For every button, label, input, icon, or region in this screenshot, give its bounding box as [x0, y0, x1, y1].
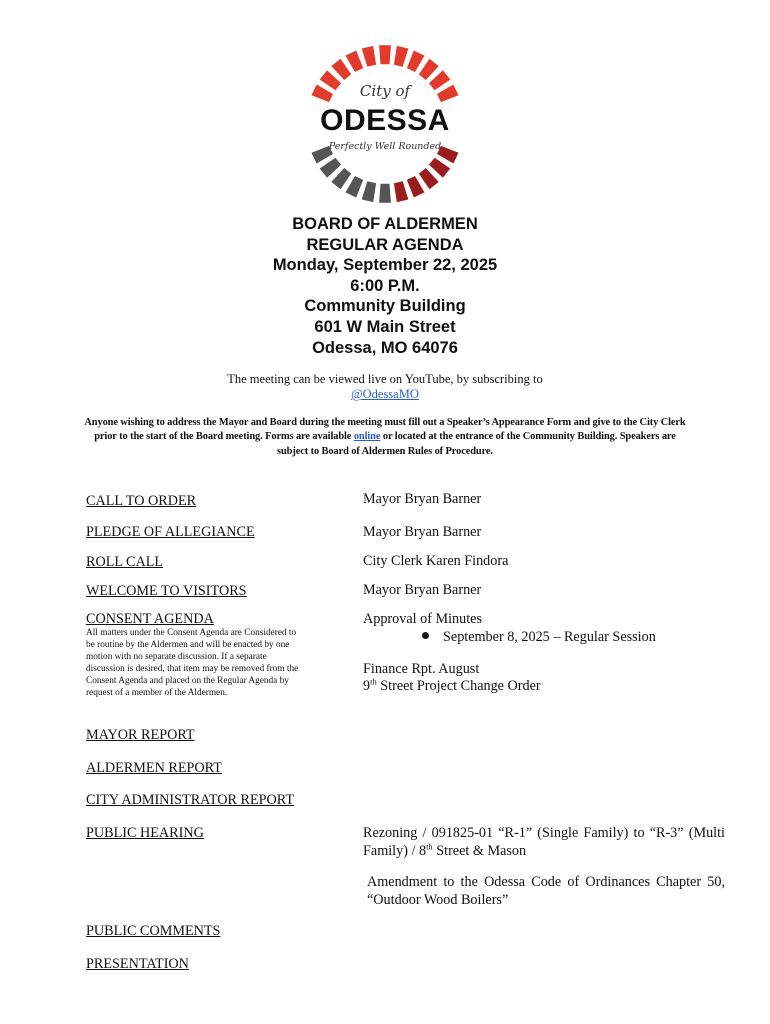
pledge-detail: Mayor Bryan Barner	[363, 524, 482, 540]
logo-ray	[407, 176, 425, 198]
logo-ray	[437, 85, 459, 103]
city-of-odessa-logo	[305, 44, 465, 204]
logo-ray	[379, 184, 391, 203]
heading-line-city: Odessa, MO 64076	[312, 338, 458, 357]
logo-ray	[346, 176, 364, 198]
heading-line-street: 601 W Main Street	[314, 317, 456, 336]
heading-line-board: BOARD OF ALDERMEN	[292, 215, 478, 233]
bullet-icon	[422, 632, 429, 639]
logo-ray	[362, 181, 376, 202]
logo-ray	[320, 158, 341, 178]
logo-ray	[379, 45, 391, 64]
consent-agenda-note: All matters under the Consent Agenda are Considered to be routine by the Aldermen and will be enacted by one motion with no separate discussion. If a separate discussion is desired, that item may be removed from the Consent Agenda and placed on the Regular Agenda by request of a member of the Aldermen.	[86, 628, 299, 699]
live-stream-notice	[0, 372, 770, 402]
forms-online-link[interactable]: online	[353, 431, 381, 443]
minutes-list-item	[422, 629, 656, 646]
heading-line-time: 6:00 P.M.	[350, 276, 420, 295]
consent-agenda-label: CONSENT AGENDA	[86, 611, 214, 627]
speaker-notice-text-a: Anyone wishing to address the Mayor and Board during the meeting must fill out a Speaker’s Appearance Form and give to the City Clerk prior to the start of the Board meeting. Forms are available	[84, 417, 686, 443]
meeting-heading	[0, 214, 770, 358]
logo-ray	[394, 46, 408, 67]
pledge-label: PLEDGE OF ALLEGIANCE	[86, 524, 255, 540]
logo-ray	[419, 59, 439, 80]
call-to-order-label: CALL TO ORDER	[86, 493, 197, 509]
logo-ray	[362, 46, 376, 67]
logo-ray	[419, 168, 439, 189]
approval-of-minutes: Approval of Minutes	[363, 611, 483, 627]
logo-ray	[429, 70, 450, 90]
minutes-item-text: September 8, 2025 – Regular Session	[443, 629, 656, 645]
aldermen-report-label: ALDERMEN REPORT	[86, 760, 222, 776]
logo-ray	[312, 85, 334, 103]
logo-ray	[346, 51, 364, 73]
mayor-report-label: MAYOR REPORT	[86, 727, 195, 743]
amendment-item: Amendment to the Odessa Code of Ordinances Chapter 50, “Outdoor Wood Boilers”	[367, 874, 725, 908]
logo-name-text: ODESSA	[320, 104, 450, 137]
logo-ray	[407, 51, 425, 73]
welcome-detail: Mayor Bryan Barner	[363, 582, 482, 598]
roll-call-label: ROLL CALL	[86, 554, 164, 570]
roll-call-detail: City Clerk Karen Findora	[363, 553, 509, 569]
logo-tagline-text: Perfectly Well Rounded	[328, 141, 442, 152]
heading-line-agenda: REGULAR AGENDA	[306, 235, 464, 254]
change-order-item: 9th Street Project Change Order	[363, 676, 541, 694]
rezoning-item: Rezoning / 091825-01 “R-1” (Single Family) to “R-3” (Multi Family) / 8th Street & Mason	[363, 825, 725, 859]
logo-ray	[331, 168, 351, 189]
presentation-label: PRESENTATION	[86, 956, 189, 972]
call-to-order-detail: Mayor Bryan Barner	[363, 491, 482, 507]
heading-line-date: Monday, September 22, 2025	[272, 256, 498, 275]
logo-ray	[429, 158, 450, 178]
logo-city-of-text: City of	[359, 82, 411, 100]
logo-ray	[320, 70, 341, 90]
live-stream-text: The meeting can be viewed live on YouTube, by subscribing to	[227, 372, 543, 386]
logo-ray	[394, 181, 408, 202]
logo-ray	[331, 59, 351, 80]
public-comments-label: PUBLIC COMMENTS	[86, 923, 221, 939]
public-hearing-label: PUBLIC HEARING	[86, 825, 204, 841]
youtube-handle-link[interactable]: @OdessaMO	[351, 387, 419, 401]
heading-line-venue: Community Building	[304, 297, 466, 316]
welcome-label: WELCOME TO VISITORS	[86, 583, 247, 599]
speaker-notice-text-b: or located at the entrance of the Community Building. Speakers are subject to Board of Aldermen Rules of Procedure.	[277, 431, 676, 457]
speaker-notice	[80, 416, 690, 459]
administrator-report-label: CITY ADMINISTRATOR REPORT	[86, 792, 295, 808]
finance-report: Finance Rpt. August	[363, 661, 480, 677]
